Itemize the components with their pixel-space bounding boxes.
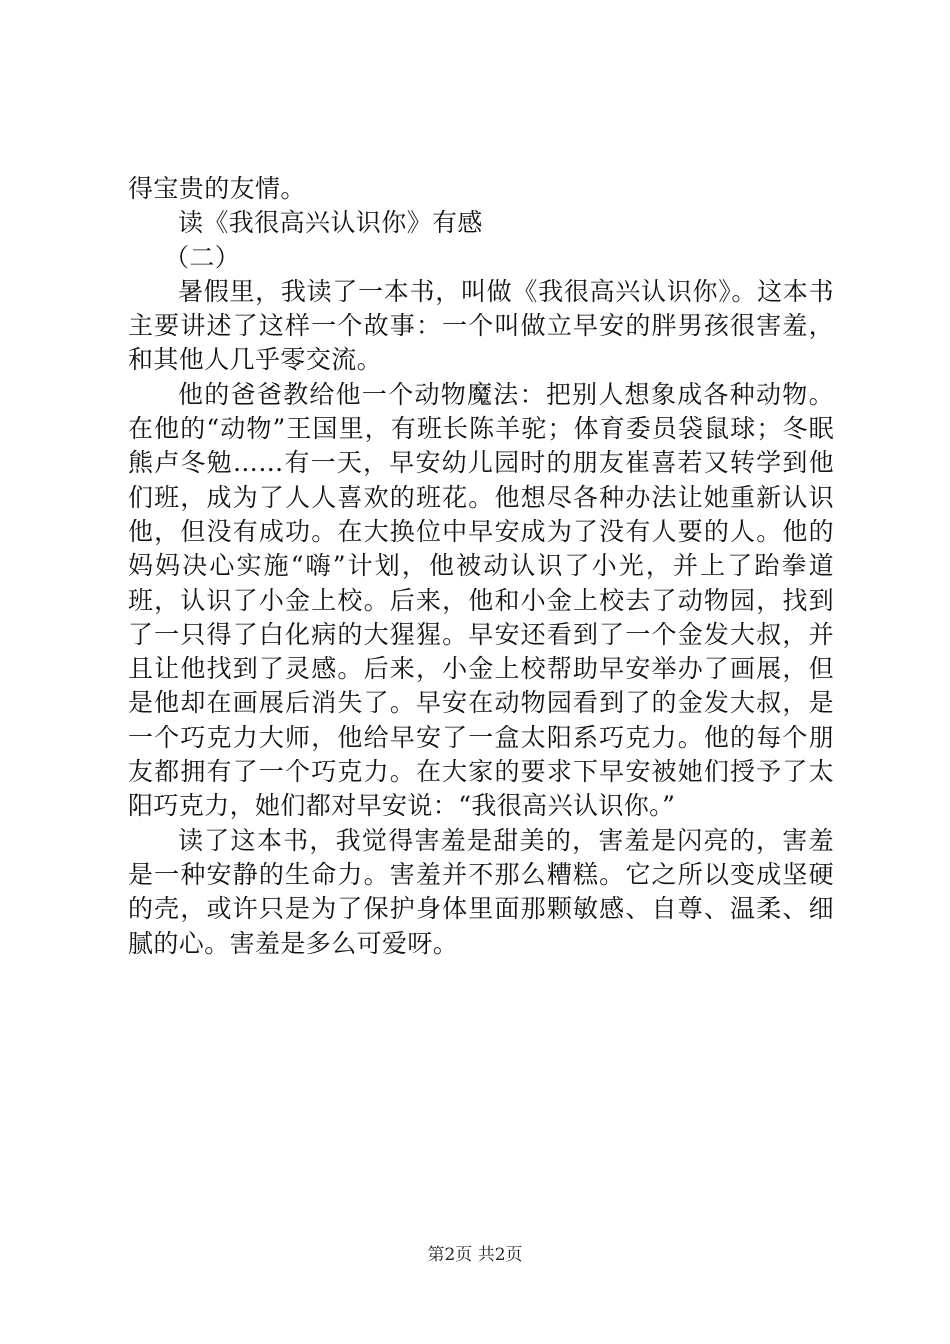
essay-title: 读《我很高兴认识你》有感: [178, 208, 483, 238]
paragraph-1: 暑假里，我读了一本书，叫做《我很高兴认识你》。这本书主要讲述了这样一个故事：一个叫做立早安的胖男孩很害羞，和其他人几乎零交流。: [128, 276, 834, 375]
essay-subtitle: （二）: [164, 242, 241, 272]
paragraph-2: 他的爸爸教给他一个动物魔法：把别人想象成各种动物。在他的“动物”王国里，有班长陈羊驼；体育委员袋鼠球；冬眠熊卢冬勉……有一天，早安幼儿园时的朋友崔喜若又转学到他们班，成为了人人喜欢的班花。他想尽各种办法让她重新认识他，但没有成功。在大换位中早安成为了没有人要的人。他的妈妈决心实施“嗨”计划，他被动认识了小光，并上了跆拳道班，认识了小金上校。后来，他和小金上校去了动物园，找到了一只得了白化病的大猩猩。早安还看到了一个金发大叔，并且让他找到了灵感。后来，小金上校帮助早安举办了画展，但是他却在画展后消失了。早安在动物园看到了的金发大叔，是一个巧克力大师，他给早安了一盒太阳系巧克力。他的每个朋友都拥有了一个巧克力。在大家的要求下早安被她们授予了太阳巧克力，她们都对早安说：“我很高兴认识你。”: [128, 379, 834, 821]
paragraph-3: 读了这本书，我觉得害羞是甜美的，害羞是闪亮的，害羞是一种安静的生命力。害羞并不那么糟糕。它之所以变成坚硬的壳，或许只是为了保护身体里面那颗敏感、自尊、温柔、细腻的心。害羞是多么可爱呀。: [128, 825, 834, 958]
document-body: [128, 172, 834, 961]
lead-line: 得宝贵的友情。: [128, 174, 306, 203]
page-footer: 第2页 共2页: [427, 1245, 523, 1265]
